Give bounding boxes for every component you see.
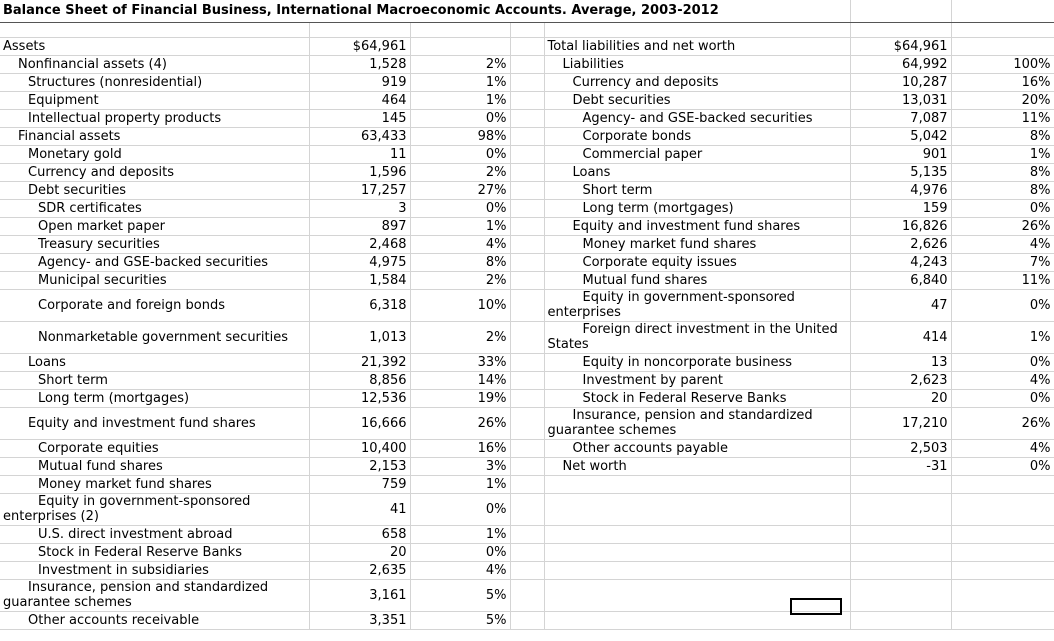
asset-label[interactable]: U.S. direct investment abroad bbox=[0, 525, 309, 543]
liability-label[interactable]: Agency- and GSE-backed securities bbox=[544, 109, 850, 127]
asset-percent[interactable] bbox=[410, 37, 510, 55]
cell[interactable] bbox=[510, 22, 544, 37]
liability-percent[interactable] bbox=[951, 37, 1054, 55]
asset-value[interactable]: 21,392 bbox=[309, 353, 410, 371]
asset-value[interactable]: 11 bbox=[309, 145, 410, 163]
cell[interactable] bbox=[951, 22, 1054, 37]
asset-label[interactable]: Equipment bbox=[0, 91, 309, 109]
blank-row bbox=[0, 22, 1054, 37]
liability-percent[interactable]: 20% bbox=[951, 91, 1054, 109]
liability-percent[interactable]: 0% bbox=[951, 389, 1054, 407]
liability-percent[interactable]: 0% bbox=[951, 199, 1054, 217]
table-row bbox=[0, 253, 1054, 271]
liability-value[interactable] bbox=[850, 493, 951, 525]
asset-label[interactable]: Financial assets bbox=[0, 127, 309, 145]
asset-value[interactable]: 897 bbox=[309, 217, 410, 235]
asset-label[interactable]: Corporate and foreign bonds bbox=[0, 289, 309, 321]
table-row bbox=[0, 37, 1054, 55]
table-row bbox=[0, 371, 1054, 389]
asset-value[interactable]: 4,975 bbox=[309, 253, 410, 271]
asset-percent[interactable]: 14% bbox=[410, 371, 510, 389]
liability-value[interactable]: 4,976 bbox=[850, 181, 951, 199]
cell[interactable] bbox=[951, 0, 1054, 22]
asset-label[interactable]: Intellectual property products bbox=[0, 109, 309, 127]
liability-label[interactable]: Long term (mortgages) bbox=[544, 199, 850, 217]
table-row bbox=[0, 145, 1054, 163]
table-row bbox=[0, 289, 1054, 321]
liability-percent[interactable]: 11% bbox=[951, 109, 1054, 127]
asset-label[interactable]: Agency- and GSE-backed securities bbox=[0, 253, 309, 271]
spacer-cell[interactable] bbox=[510, 55, 544, 73]
asset-value[interactable]: 6,318 bbox=[309, 289, 410, 321]
spacer-cell[interactable] bbox=[510, 73, 544, 91]
table-row bbox=[0, 199, 1054, 217]
table-row bbox=[0, 439, 1054, 457]
liability-label[interactable]: Commercial paper bbox=[544, 145, 850, 163]
asset-value[interactable]: 919 bbox=[309, 73, 410, 91]
asset-percent[interactable]: 5% bbox=[410, 579, 510, 611]
liability-value[interactable] bbox=[850, 579, 951, 611]
asset-value[interactable]: 658 bbox=[309, 525, 410, 543]
asset-label[interactable]: Other accounts receivable bbox=[0, 611, 309, 629]
sheet-title[interactable]: Balance Sheet of Financial Business, International Macroeconomic Accounts. Average, 2003-2012 bbox=[0, 0, 850, 22]
asset-percent[interactable]: 10% bbox=[410, 289, 510, 321]
liability-percent[interactable]: 1% bbox=[951, 321, 1054, 353]
table-row bbox=[0, 55, 1054, 73]
table-row bbox=[0, 353, 1054, 371]
cell[interactable] bbox=[309, 22, 410, 37]
asset-label[interactable]: Long term (mortgages) bbox=[0, 389, 309, 407]
liability-percent[interactable] bbox=[951, 611, 1054, 629]
liability-label[interactable]: Equity in government-sponsored enterprises bbox=[544, 289, 850, 321]
asset-label[interactable]: Currency and deposits bbox=[0, 163, 309, 181]
liability-label[interactable]: Net worth bbox=[544, 457, 850, 475]
table-row bbox=[0, 271, 1054, 289]
spacer-cell[interactable] bbox=[510, 127, 544, 145]
liability-label[interactable] bbox=[544, 493, 850, 525]
cell[interactable] bbox=[410, 22, 510, 37]
liability-percent[interactable]: 1% bbox=[951, 145, 1054, 163]
asset-percent[interactable]: 5% bbox=[410, 611, 510, 629]
asset-label[interactable]: SDR certificates bbox=[0, 199, 309, 217]
asset-percent[interactable]: 19% bbox=[410, 389, 510, 407]
asset-value[interactable]: 1,584 bbox=[309, 271, 410, 289]
spacer-cell[interactable] bbox=[510, 611, 544, 629]
spacer-cell[interactable] bbox=[510, 235, 544, 253]
cell[interactable] bbox=[0, 22, 309, 37]
liability-percent[interactable]: 11% bbox=[951, 271, 1054, 289]
liability-value[interactable]: 414 bbox=[850, 321, 951, 353]
asset-value[interactable]: 464 bbox=[309, 91, 410, 109]
liability-percent[interactable]: 7% bbox=[951, 253, 1054, 271]
asset-percent[interactable]: 16% bbox=[410, 439, 510, 457]
spacer-cell[interactable] bbox=[510, 457, 544, 475]
spacer-cell[interactable] bbox=[510, 199, 544, 217]
asset-value[interactable]: 1,013 bbox=[309, 321, 410, 353]
liability-value[interactable]: 16,826 bbox=[850, 217, 951, 235]
asset-value[interactable]: 41 bbox=[309, 493, 410, 525]
asset-value[interactable]: 10,400 bbox=[309, 439, 410, 457]
liability-value[interactable]: $64,961 bbox=[850, 37, 951, 55]
asset-percent[interactable]: 0% bbox=[410, 493, 510, 525]
asset-percent[interactable]: 2% bbox=[410, 321, 510, 353]
liability-percent[interactable]: 26% bbox=[951, 407, 1054, 439]
spacer-cell[interactable] bbox=[510, 543, 544, 561]
spacer-cell[interactable] bbox=[510, 163, 544, 181]
liability-percent[interactable] bbox=[951, 493, 1054, 525]
spacer-cell[interactable] bbox=[510, 439, 544, 457]
liability-label[interactable]: Liabilities bbox=[544, 55, 850, 73]
liability-label[interactable]: Short term bbox=[544, 181, 850, 199]
table-row bbox=[0, 235, 1054, 253]
spacer-cell[interactable] bbox=[510, 289, 544, 321]
liability-percent[interactable]: 0% bbox=[951, 289, 1054, 321]
liability-value[interactable]: 17,210 bbox=[850, 407, 951, 439]
asset-label[interactable]: Loans bbox=[0, 353, 309, 371]
asset-percent[interactable]: 8% bbox=[410, 253, 510, 271]
asset-value[interactable]: $64,961 bbox=[309, 37, 410, 55]
asset-percent[interactable]: 27% bbox=[410, 181, 510, 199]
spacer-cell[interactable] bbox=[510, 525, 544, 543]
selected-cell-outline[interactable] bbox=[790, 598, 842, 615]
asset-label[interactable]: Equity in government-sponsored enterprises (2) bbox=[0, 493, 309, 525]
spacer-cell[interactable] bbox=[510, 253, 544, 271]
asset-label[interactable]: Debt securities bbox=[0, 181, 309, 199]
liability-label[interactable] bbox=[544, 525, 850, 543]
spacer-cell[interactable] bbox=[510, 353, 544, 371]
asset-value[interactable]: 3,161 bbox=[309, 579, 410, 611]
liability-value[interactable]: 2,503 bbox=[850, 439, 951, 457]
liability-value[interactable]: 159 bbox=[850, 199, 951, 217]
asset-percent[interactable]: 1% bbox=[410, 525, 510, 543]
liability-percent[interactable]: 100% bbox=[951, 55, 1054, 73]
liability-percent[interactable] bbox=[951, 525, 1054, 543]
table-row bbox=[0, 579, 1054, 611]
asset-label[interactable]: Corporate equities bbox=[0, 439, 309, 457]
liability-value[interactable] bbox=[850, 525, 951, 543]
liability-value[interactable]: 4,243 bbox=[850, 253, 951, 271]
liability-label[interactable]: Debt securities bbox=[544, 91, 850, 109]
liability-percent[interactable]: 8% bbox=[951, 181, 1054, 199]
asset-percent[interactable]: 98% bbox=[410, 127, 510, 145]
asset-value[interactable]: 2,153 bbox=[309, 457, 410, 475]
cell[interactable] bbox=[850, 0, 951, 22]
asset-label[interactable]: Nonmarketable government securities bbox=[0, 321, 309, 353]
asset-value[interactable]: 63,433 bbox=[309, 127, 410, 145]
asset-percent[interactable]: 1% bbox=[410, 73, 510, 91]
spacer-cell[interactable] bbox=[510, 109, 544, 127]
asset-percent[interactable]: 1% bbox=[410, 217, 510, 235]
table-row bbox=[0, 163, 1054, 181]
asset-value[interactable]: 759 bbox=[309, 475, 410, 493]
asset-label[interactable]: Short term bbox=[0, 371, 309, 389]
title-row bbox=[0, 0, 1054, 22]
liability-value[interactable]: 20 bbox=[850, 389, 951, 407]
asset-percent[interactable]: 2% bbox=[410, 271, 510, 289]
asset-percent[interactable]: 2% bbox=[410, 163, 510, 181]
asset-value[interactable]: 3 bbox=[309, 199, 410, 217]
spacer-cell[interactable] bbox=[510, 371, 544, 389]
cell[interactable] bbox=[544, 22, 850, 37]
asset-value[interactable]: 2,468 bbox=[309, 235, 410, 253]
liability-value[interactable]: 5,135 bbox=[850, 163, 951, 181]
cell[interactable] bbox=[850, 22, 951, 37]
table-row bbox=[0, 561, 1054, 579]
liability-label[interactable]: Equity and investment fund shares bbox=[544, 217, 850, 235]
asset-value[interactable]: 2,635 bbox=[309, 561, 410, 579]
liability-percent[interactable]: 8% bbox=[951, 163, 1054, 181]
liability-value[interactable] bbox=[850, 611, 951, 629]
liability-percent[interactable]: 0% bbox=[951, 353, 1054, 371]
asset-percent[interactable]: 1% bbox=[410, 91, 510, 109]
liability-label[interactable]: Foreign direct investment in the United States bbox=[544, 321, 850, 353]
liability-label[interactable]: Money market fund shares bbox=[544, 235, 850, 253]
asset-label[interactable]: Treasury securities bbox=[0, 235, 309, 253]
asset-label[interactable]: Assets bbox=[0, 37, 309, 55]
liability-label[interactable]: Equity in noncorporate business bbox=[544, 353, 850, 371]
table-row bbox=[0, 181, 1054, 199]
asset-label[interactable]: Money market fund shares bbox=[0, 475, 309, 493]
spacer-cell[interactable] bbox=[510, 271, 544, 289]
liability-label[interactable]: Currency and deposits bbox=[544, 73, 850, 91]
liability-percent[interactable]: 4% bbox=[951, 235, 1054, 253]
asset-label[interactable]: Stock in Federal Reserve Banks bbox=[0, 543, 309, 561]
spacer-cell[interactable] bbox=[510, 91, 544, 109]
asset-percent[interactable]: 3% bbox=[410, 457, 510, 475]
liability-label[interactable]: Stock in Federal Reserve Banks bbox=[544, 389, 850, 407]
table-row bbox=[0, 611, 1054, 629]
table-row bbox=[0, 91, 1054, 109]
liability-value[interactable]: 901 bbox=[850, 145, 951, 163]
spacer-cell[interactable] bbox=[510, 321, 544, 353]
liability-value[interactable]: 13,031 bbox=[850, 91, 951, 109]
liability-percent[interactable] bbox=[951, 475, 1054, 493]
spacer-cell[interactable] bbox=[510, 145, 544, 163]
asset-label[interactable]: Monetary gold bbox=[0, 145, 309, 163]
asset-percent[interactable]: 4% bbox=[410, 561, 510, 579]
liability-value[interactable]: 6,840 bbox=[850, 271, 951, 289]
spacer-cell[interactable] bbox=[510, 561, 544, 579]
liability-value[interactable]: 13 bbox=[850, 353, 951, 371]
table-row bbox=[0, 493, 1054, 525]
table-row bbox=[0, 407, 1054, 439]
asset-value[interactable]: 1,528 bbox=[309, 55, 410, 73]
asset-value[interactable]: 1,596 bbox=[309, 163, 410, 181]
liability-percent[interactable]: 26% bbox=[951, 217, 1054, 235]
asset-value[interactable]: 16,666 bbox=[309, 407, 410, 439]
liability-percent[interactable]: 0% bbox=[951, 457, 1054, 475]
liability-percent[interactable] bbox=[951, 543, 1054, 561]
asset-label[interactable]: Insurance, pension and standardized guarantee schemes bbox=[0, 579, 309, 611]
table-row bbox=[0, 475, 1054, 493]
table-row bbox=[0, 543, 1054, 561]
liability-value[interactable]: 47 bbox=[850, 289, 951, 321]
liability-label[interactable] bbox=[544, 561, 850, 579]
liability-percent[interactable]: 4% bbox=[951, 371, 1054, 389]
liability-percent[interactable] bbox=[951, 579, 1054, 611]
asset-label[interactable]: Open market paper bbox=[0, 217, 309, 235]
liability-value[interactable]: -31 bbox=[850, 457, 951, 475]
spacer-cell[interactable] bbox=[510, 579, 544, 611]
liability-value[interactable] bbox=[850, 543, 951, 561]
spacer-cell[interactable] bbox=[510, 37, 544, 55]
asset-percent[interactable]: 33% bbox=[410, 353, 510, 371]
liability-label[interactable]: Investment by parent bbox=[544, 371, 850, 389]
asset-value[interactable]: 12,536 bbox=[309, 389, 410, 407]
asset-percent[interactable]: 0% bbox=[410, 145, 510, 163]
asset-percent[interactable]: 0% bbox=[410, 109, 510, 127]
liability-value[interactable]: 2,626 bbox=[850, 235, 951, 253]
asset-percent[interactable]: 0% bbox=[410, 199, 510, 217]
liability-label[interactable] bbox=[544, 543, 850, 561]
liability-label[interactable]: Mutual fund shares bbox=[544, 271, 850, 289]
table-row bbox=[0, 321, 1054, 353]
spacer-cell[interactable] bbox=[510, 475, 544, 493]
asset-value[interactable]: 8,856 bbox=[309, 371, 410, 389]
table-row bbox=[0, 73, 1054, 91]
asset-label[interactable]: Equity and investment fund shares bbox=[0, 407, 309, 439]
liability-value[interactable]: 7,087 bbox=[850, 109, 951, 127]
liability-label[interactable]: Insurance, pension and standardized guarantee schemes bbox=[544, 407, 850, 439]
spacer-cell[interactable] bbox=[510, 389, 544, 407]
table-row bbox=[0, 109, 1054, 127]
liability-percent[interactable] bbox=[951, 561, 1054, 579]
table-row bbox=[0, 457, 1054, 475]
asset-label[interactable]: Structures (nonresidential) bbox=[0, 73, 309, 91]
liability-value[interactable] bbox=[850, 561, 951, 579]
asset-percent[interactable]: 26% bbox=[410, 407, 510, 439]
asset-label[interactable]: Nonfinancial assets (4) bbox=[0, 55, 309, 73]
table-row bbox=[0, 127, 1054, 145]
asset-label[interactable]: Mutual fund shares bbox=[0, 457, 309, 475]
spacer-cell[interactable] bbox=[510, 407, 544, 439]
asset-percent[interactable]: 2% bbox=[410, 55, 510, 73]
spacer-cell[interactable] bbox=[510, 493, 544, 525]
asset-value[interactable]: 145 bbox=[309, 109, 410, 127]
asset-percent[interactable]: 1% bbox=[410, 475, 510, 493]
liability-label[interactable]: Loans bbox=[544, 163, 850, 181]
liability-value[interactable] bbox=[850, 475, 951, 493]
spacer-cell[interactable] bbox=[510, 217, 544, 235]
asset-value[interactable]: 3,351 bbox=[309, 611, 410, 629]
liability-label[interactable]: Total liabilities and net worth bbox=[544, 37, 850, 55]
asset-value[interactable]: 17,257 bbox=[309, 181, 410, 199]
liability-label[interactable]: Other accounts payable bbox=[544, 439, 850, 457]
liability-label[interactable]: Corporate equity issues bbox=[544, 253, 850, 271]
asset-value[interactable]: 20 bbox=[309, 543, 410, 561]
liability-percent[interactable]: 8% bbox=[951, 127, 1054, 145]
liability-value[interactable]: 5,042 bbox=[850, 127, 951, 145]
asset-label[interactable]: Investment in subsidiaries bbox=[0, 561, 309, 579]
asset-percent[interactable]: 4% bbox=[410, 235, 510, 253]
liability-label[interactable]: Corporate bonds bbox=[544, 127, 850, 145]
table-row bbox=[0, 525, 1054, 543]
liability-percent[interactable]: 16% bbox=[951, 73, 1054, 91]
liability-value[interactable]: 10,287 bbox=[850, 73, 951, 91]
table-row bbox=[0, 217, 1054, 235]
spacer-cell[interactable] bbox=[510, 181, 544, 199]
table-row bbox=[0, 389, 1054, 407]
liability-value[interactable]: 64,992 bbox=[850, 55, 951, 73]
liability-percent[interactable]: 4% bbox=[951, 439, 1054, 457]
asset-percent[interactable]: 0% bbox=[410, 543, 510, 561]
liability-value[interactable]: 2,623 bbox=[850, 371, 951, 389]
liability-label[interactable] bbox=[544, 475, 850, 493]
asset-label[interactable]: Municipal securities bbox=[0, 271, 309, 289]
